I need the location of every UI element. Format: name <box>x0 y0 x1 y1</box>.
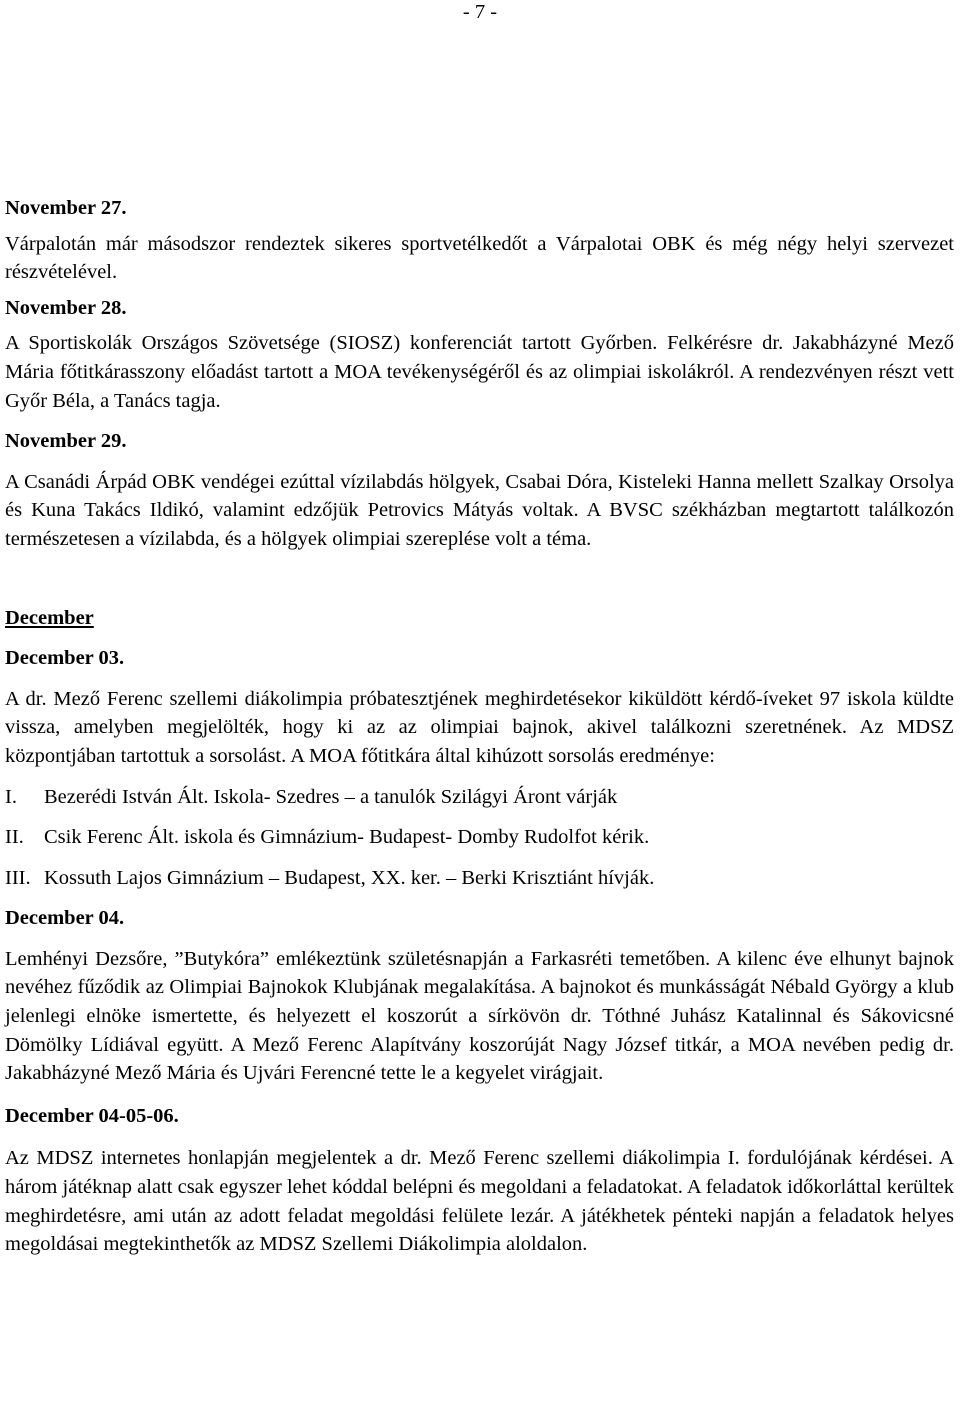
heading-dec03: December 03. <box>5 647 125 670</box>
list-item-number: III. <box>5 866 31 889</box>
list-item-text: Csik Ferenc Ált. iskola és Gimnázium- Budapest- Domby Rudolfot kérik. <box>44 826 650 849</box>
list-item <box>5 823 954 852</box>
heading-nov29: November 29. <box>5 430 127 453</box>
paragraph-dec04: Lemhényi Dezsőre, ”Butykóra” emlékeztünk születésnapján a Farkasréti temetőben. A kilenc éve elhunyt bajnok nevéhez fűződik az Olimpiai Bajnokok Klubjának megalakítása. A bajnokot és munkásságát Nébald György a klub jelenlegi elnöke ismertette, és helyezett el koszorút a sírkövön dr. Tóthné Juhász Katalinnal és Sákovicsné Dömölky Lídiával együtt. A Mező Ferenc Alapítvány koszorúját Nagy József titkár, a MOA nevében pedig dr. Jakabházyné Mező Mária és Ujvári Ferencné tette le a kegyelet virágjait. <box>5 947 954 1085</box>
list-item <box>5 783 954 812</box>
draw-results-list <box>5 783 954 893</box>
heading-dec040506: December 04-05-06. <box>5 1104 179 1127</box>
paragraph-nov27: Várpalotán már másodszor rendeztek sikeres sportvetélkedőt a Várpalotai OBK és még négy helyi szervezet részvételével. <box>5 232 954 284</box>
document-body <box>5 194 954 1259</box>
list-item-text: Bezerédi István Ált. Iskola- Szedres – a tanulók Szilágyi Áront várják <box>44 785 618 808</box>
heading-nov27: November 27. <box>5 197 127 219</box>
paragraph-dec040506: Az MDSZ internetes honlapján megjelentek a dr. Mező Ferenc szellemi diákolimpia I. fordulójának kérdései. A három játéknap alatt csak egyszer lehet kóddal belépni és megoldani a feladatokat. A feladatok időkorláttal kerültek meghirdetésre, ami után az adott feladat megoldási felülete lezár. A játékhetek pénteki napján a feladatok helyes megoldásai megtekinthetők az MDSZ Szellemi Diákolimpia aloldalon. <box>5 1147 954 1256</box>
month-heading-december: December <box>5 606 94 629</box>
heading-dec04: December 04. <box>5 907 125 930</box>
list-item-number: II. <box>5 826 24 849</box>
paragraph-nov28: A Sportiskolák Országos Szövetsége (SIOSZ) konferenciát tartott Győrben. Felkérésre dr. Jakabházyné Mező Mária főtitkárasszony előadást tartott a MOA tevékenységéről és az olimpiai iskolákról. A rendezvényen részt vett Győr Béla, a Tanács tagja. <box>5 332 954 412</box>
paragraph-dec03: A dr. Mező Ferenc szellemi diákolimpia próbatesztjének meghirdetésekor kiküldött kérdő-íveket 97 iskola küldte vissza, amelyben megjelölték, hogy ki az az olimpiai bajnok, akivel találkozni szeretnének. Az MDSZ központjában tartottuk a sorsolást. A MOA főtitkára által kihúzott sorsolás eredménye: <box>5 687 954 767</box>
paragraph-nov29: A Csanádi Árpád OBK vendégei ezúttal vízilabdás hölgyek, Csabai Dóra, Kisteleki Hanna mellett Szalkay Orsolya és Kuna Takács Ildikó, valamint edzőjük Petrovics Mátyás voltak. A BVSC székházban megtartott találkozón természetesen a vízilabda, és a hölgyek olimpiai szereplése volt a téma. <box>5 470 954 550</box>
list-item-number: I. <box>5 785 17 808</box>
list-item-text: Kossuth Lajos Gimnázium – Budapest, XX. ker. – Berki Krisztiánt hívják. <box>44 866 655 889</box>
page-number: - 7 - <box>462 1 498 23</box>
list-item <box>5 864 954 893</box>
heading-nov28: November 28. <box>5 296 127 319</box>
